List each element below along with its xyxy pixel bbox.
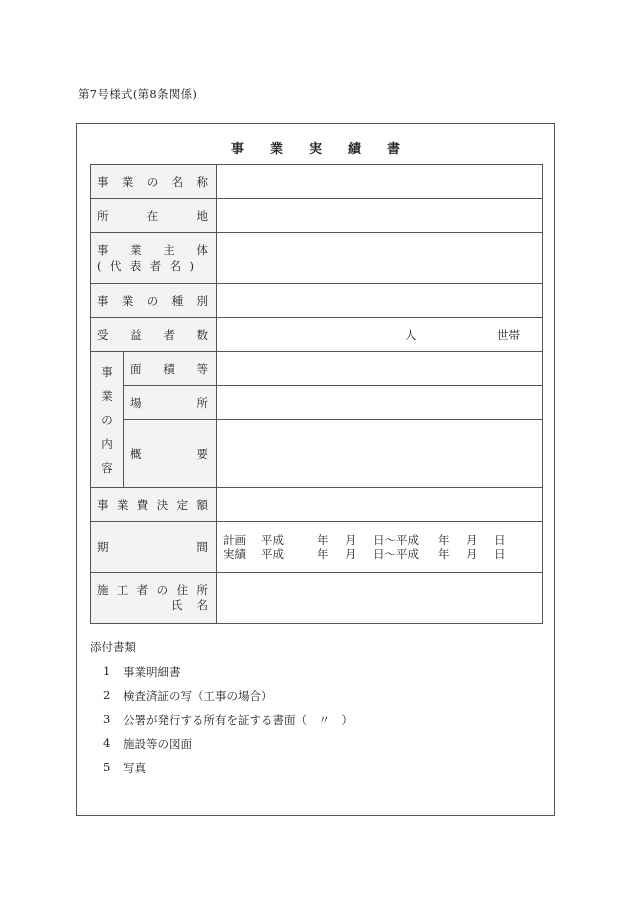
label-location: 所 在 地 xyxy=(91,199,217,233)
attachment-item: 2 検査済証の写（工事の場合） xyxy=(103,688,273,703)
table-row xyxy=(91,233,543,284)
label-overview: 概 要 xyxy=(124,420,217,488)
label-place: 場 所 xyxy=(124,386,217,420)
period-actual-line: 実績 平成 年 月 日～平成 年 月 日 xyxy=(223,547,506,561)
table-row xyxy=(91,318,543,352)
form-number: 第7号様式(第8条関係) xyxy=(78,87,198,101)
business-type-field[interactable] xyxy=(217,284,543,318)
attachments-heading: 添付書類 xyxy=(90,640,136,654)
table-row xyxy=(91,488,543,522)
label-business-type: 事 業 の 種 別 xyxy=(91,284,217,318)
attachment-item: 4 施設等の図面 xyxy=(103,736,192,751)
attachments-section xyxy=(90,639,353,784)
title-char: 績 xyxy=(348,142,362,157)
place-field[interactable] xyxy=(217,386,543,420)
unit-households: 世帯 xyxy=(497,328,520,342)
business-entity-field[interactable] xyxy=(217,233,543,284)
title-char: 実 xyxy=(308,142,322,157)
label-beneficiary-count: 受 益 者 数 xyxy=(91,318,217,352)
unit-people: 人 xyxy=(405,328,417,342)
attachment-item: 1 事業明細書 xyxy=(103,664,181,679)
document-title xyxy=(77,138,554,157)
label-business-name: 事 業 の 名 称 xyxy=(91,165,217,199)
label-business-content: 事 業 の 内 容 xyxy=(91,352,124,488)
label-business-entity: 事 業 主 体 ( 代 表 者 名 ) xyxy=(91,233,217,284)
period-field[interactable] xyxy=(217,522,543,573)
table-row xyxy=(91,165,543,199)
label-contractor: 施 工 者 の 住 所 氏 名 xyxy=(91,573,217,624)
label-cost-decision: 事 業 費 決 定 額 xyxy=(91,488,217,522)
table-row xyxy=(91,199,543,233)
table-row xyxy=(91,522,543,573)
table-row xyxy=(91,573,543,624)
label-area: 面 積 等 xyxy=(124,352,217,386)
overview-field[interactable] xyxy=(217,420,543,488)
attachment-item: 5 写真 xyxy=(103,760,146,775)
attachment-item: 3 公署が発行する所有を証する書面（ 〃 ） xyxy=(103,712,353,727)
business-name-field[interactable] xyxy=(217,165,543,199)
contractor-field[interactable] xyxy=(217,573,543,624)
area-field[interactable] xyxy=(217,352,543,386)
table-row xyxy=(91,386,543,420)
table-row xyxy=(91,420,543,488)
record-table xyxy=(90,164,543,624)
table-row xyxy=(91,284,543,318)
location-field[interactable] xyxy=(217,199,543,233)
title-char: 業 xyxy=(269,142,283,157)
title-char: 書 xyxy=(387,142,401,157)
period-plan-line: 計画 平成 年 月 日～平成 年 月 日 xyxy=(223,533,506,547)
cost-decision-field[interactable] xyxy=(217,488,543,522)
label-period: 期 間 xyxy=(91,522,217,573)
table-row xyxy=(91,352,543,386)
beneficiary-count-field[interactable] xyxy=(217,318,543,352)
document-frame xyxy=(76,123,555,816)
title-char: 事 xyxy=(230,142,244,157)
